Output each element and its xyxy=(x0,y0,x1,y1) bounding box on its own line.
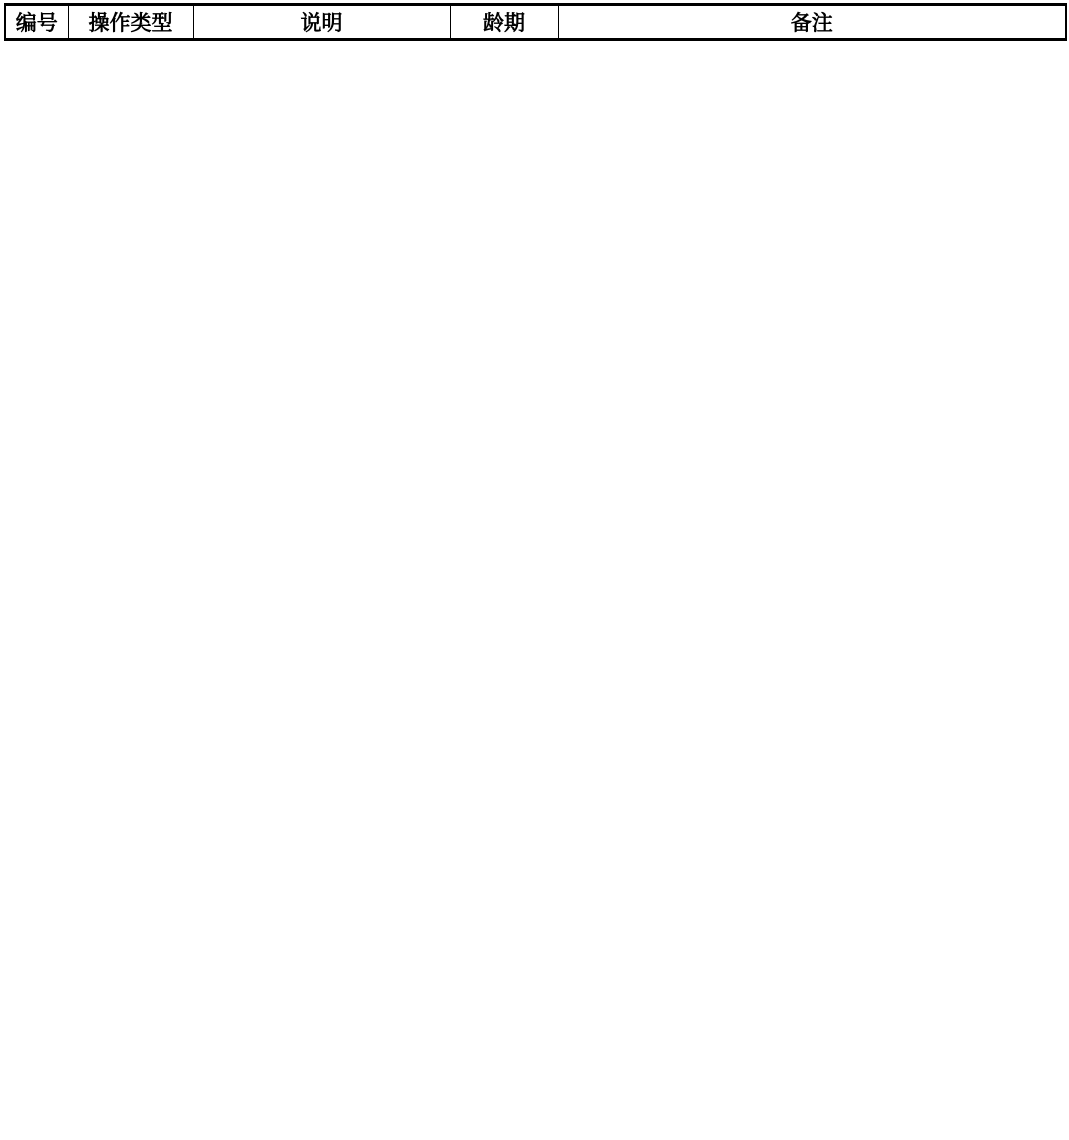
table-header xyxy=(5,5,1066,40)
header-number: 编号 xyxy=(5,5,68,40)
header-row xyxy=(5,5,1066,40)
header-remark: 备注 xyxy=(558,5,1066,40)
operations-table xyxy=(4,3,1067,41)
header-operation-type: 操作类型 xyxy=(68,5,193,40)
header-age: 龄期 xyxy=(450,5,558,40)
document-page xyxy=(0,0,1069,41)
header-description: 说明 xyxy=(193,5,450,40)
